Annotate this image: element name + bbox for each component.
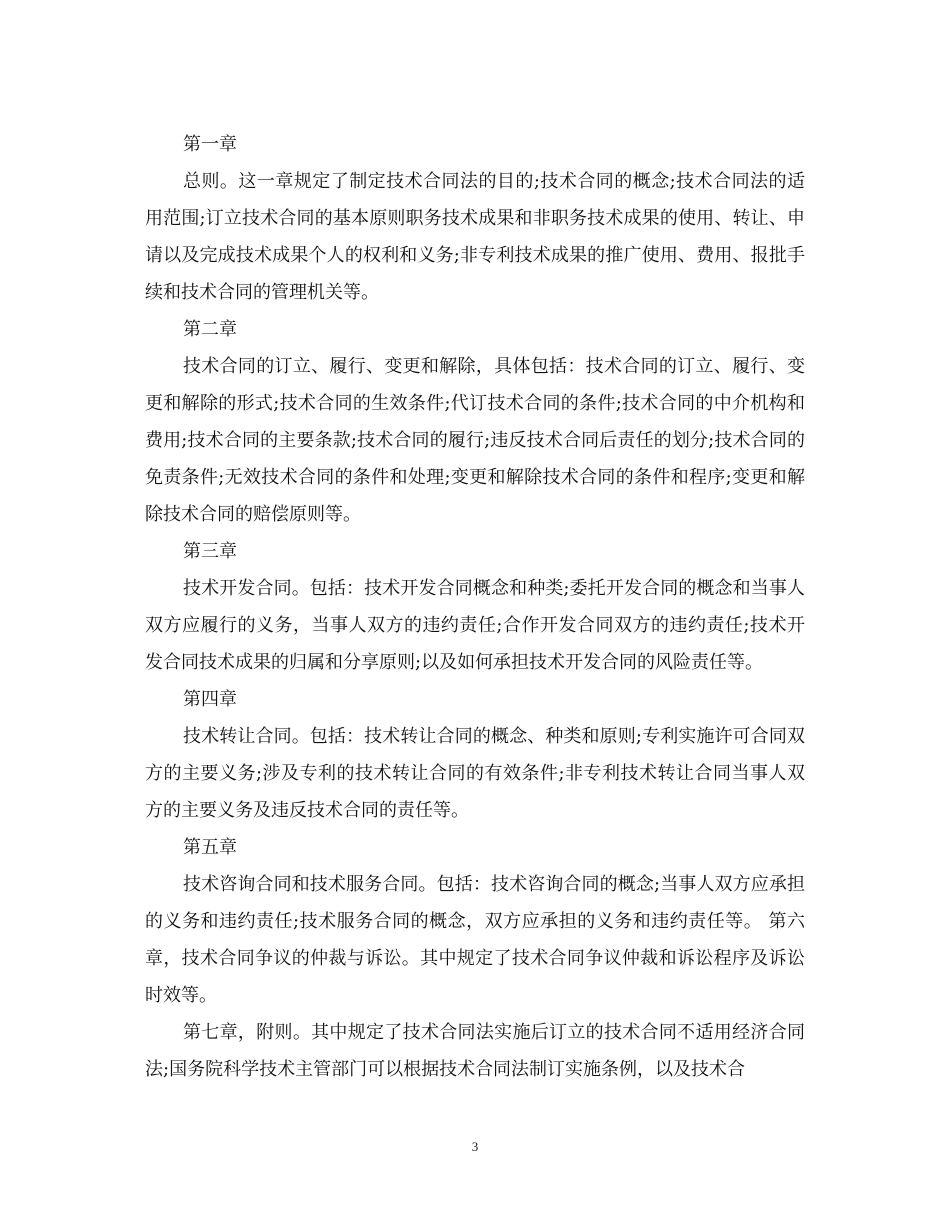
chapter-4-body: 技术转让合同。包括：技术转让合同的概念、种类和原则;专利实施许可合同双方的主要义务;涉及专利的技术转让合同的有效条件;非专利技术转让合同当事人双方的主要义务及违反技术合同的责任等。 [145, 726, 805, 821]
chapter-4-heading: 第四章 [183, 689, 237, 710]
chapter-2-body: 技术合同的订立、履行、变更和解除，具体包括：技术合同的订立、履行、变更和解除的形式;技术合同的生效条件;代订技术合同的条件;技术合同的中介机构和费用;技术合同的主要条款;技术合同的履行;违反技术合同后责任的划分;技术合同的免责条件;无效技术合同的条件和处理;变更和解除技术合同的条件和程序;变更和解除技术合同的赔偿原则等。 [145, 356, 805, 525]
chapter-3-heading: 第三章 [183, 541, 237, 562]
chapter-5-body: 技术咨询合同和技术服务合同。包括：技术咨询合同的概念;当事人双方应承担的义务和违约责任;技术服务合同的概念，双方应承担的义务和违约责任等。 第六章，技术合同争议的仲裁与诉讼。其中规定了技术合同争议仲裁和诉讼程序及诉讼时效等。 [145, 874, 805, 1006]
page-number: 3 [471, 1139, 479, 1154]
chapter-1-body: 总则。这一章规定了制定技术合同法的目的;技术合同的概念;技术合同法的适用范围;订立技术合同的基本原则职务技术成果和非职务技术成果的使用、转让、申请以及完成技术成果个人的权利和义务;非专利技术成果的推广使用、费用、报批手续和技术合同的管理机关等。 [145, 171, 805, 303]
chapter-3-body: 技术开发合同。包括：技术开发合同概念和种类;委托开发合同的概念和当事人双方应履行的义务，当事人双方的违约责任;合作开发合同双方的违约责任;技术开发合同技术成果的归属和分享原则;以及如何承担技术开发合同的风险责任等。 [145, 578, 805, 673]
chapter-2-heading: 第二章 [183, 319, 237, 340]
document-body [145, 126, 805, 1088]
chapter-1-heading: 第一章 [183, 134, 237, 155]
chapter-7-paragraph: 第七章，附则。其中规定了技术合同法实施后订立的技术合同不适用经济合同法;国务院科学技术主管部门可以根据技术合同法制订实施条例，以及技术合 [145, 1022, 805, 1080]
chapter-5-heading: 第五章 [183, 837, 237, 858]
